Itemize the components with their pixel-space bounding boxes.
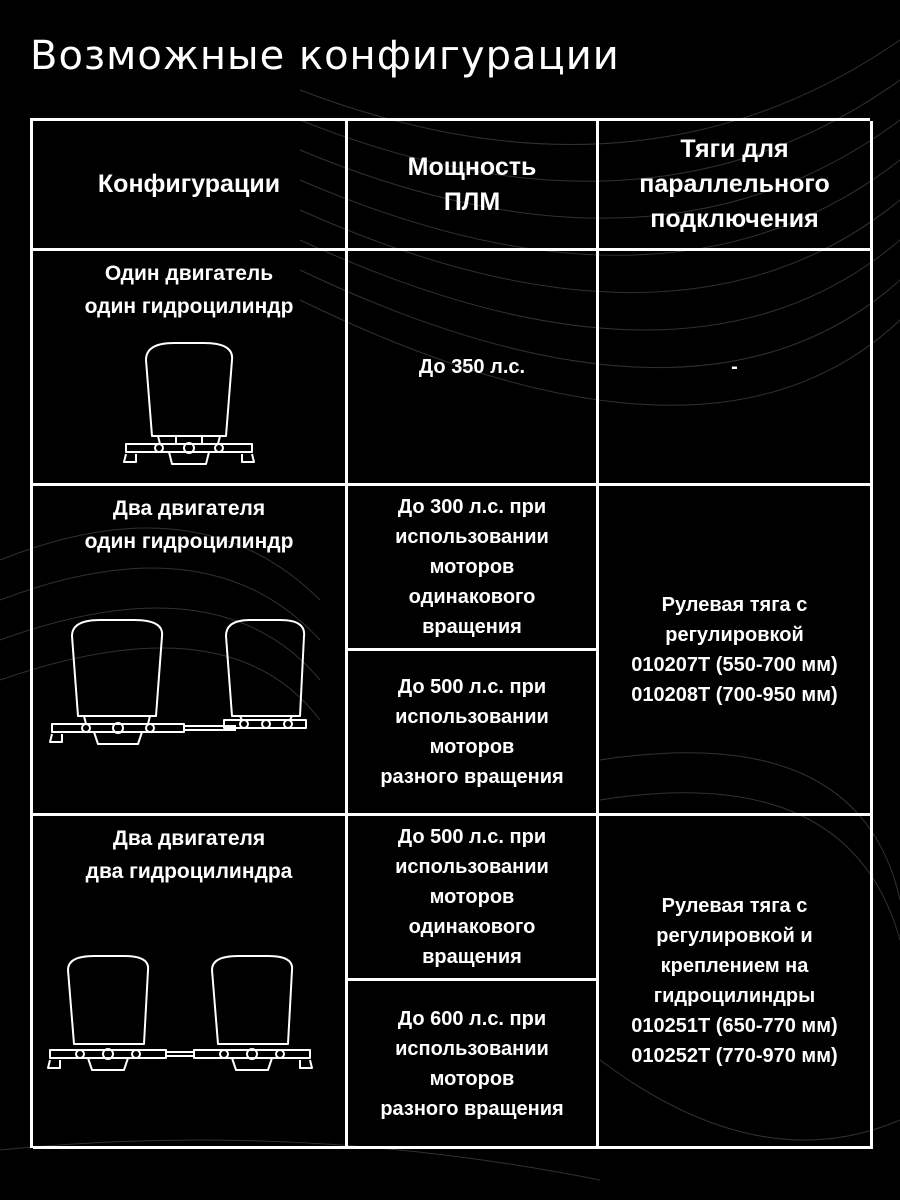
header-configurations: Конфигурации (33, 121, 348, 251)
power-two-engines-different-rotation: До 500 л.с. при использовании моторов разного вращения (348, 651, 599, 816)
outboard-motor-icon (114, 338, 264, 468)
header-rods: Тяги для параллельного подключения (599, 121, 873, 251)
config-title: Один двигатель один гидроцилиндр (84, 262, 294, 318)
config-title: Два двигателя один гидроцилиндр (84, 497, 294, 553)
rods-two-engines-one-cylinder: Рулевая тяга с регулировкой 010207Т (550-700 мм) 010208Т (700-950 мм) (599, 486, 873, 816)
power-two-cylinders-different-rotation: До 600 л.с. при использовании моторов разного вращения (348, 981, 599, 1149)
header-power: Мощность ПЛМ (348, 121, 599, 251)
page-title: Возможные конфигурации (30, 33, 620, 79)
config-two-engines-two-cylinders (33, 816, 348, 1149)
power-two-engines-same-rotation: До 300 л.с. при использовании моторов одинакового вращения (348, 486, 599, 651)
configurations-table (30, 118, 870, 1148)
config-one-engine-one-cylinder (33, 251, 348, 486)
power-two-cylinders-same-rotation: До 500 л.с. при использовании моторов одинакового вращения (348, 816, 599, 981)
rods-two-engines-two-cylinders: Рулевая тяга с регулировкой и креплением на гидроцилиндры 010251Т (650-770 мм) 010252Т (770-970 мм) (599, 816, 873, 1149)
twin-outboard-two-cylinders-icon (44, 952, 334, 1082)
config-two-engines-one-cylinder (33, 486, 348, 816)
twin-outboard-one-cylinder-icon (44, 616, 334, 756)
rods-one-engine: - (599, 251, 873, 486)
power-one-engine: До 350 л.с. (348, 251, 599, 486)
config-title: Два двигателя два гидроцилиндра (85, 827, 293, 883)
